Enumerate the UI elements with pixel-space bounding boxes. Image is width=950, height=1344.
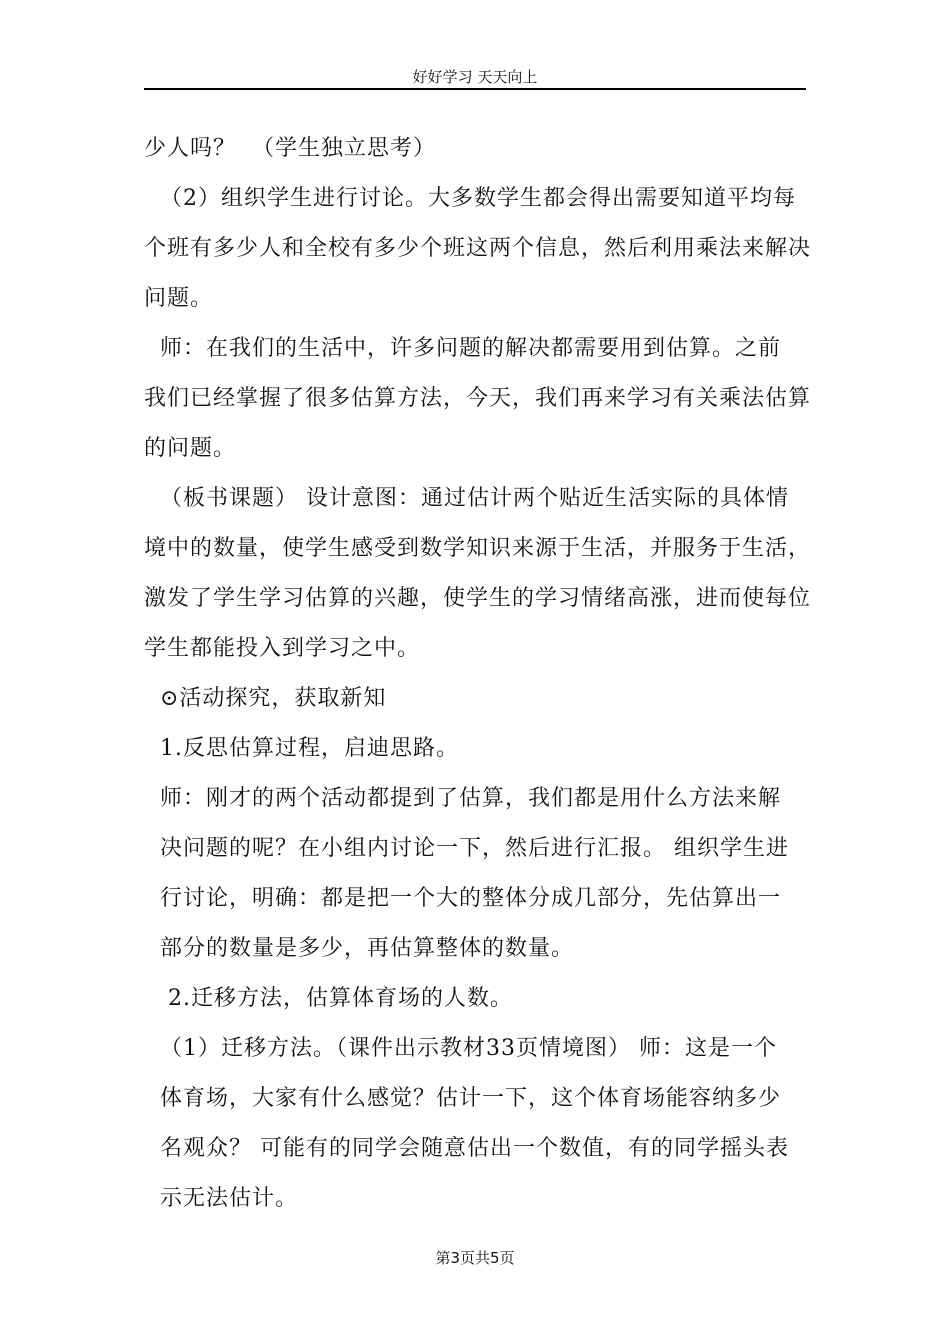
page-number: 第3页共5页 — [435, 1249, 515, 1267]
text-line: 名观众？ 可能有的同学会随意估出一个数值，有的同学摇头表 — [144, 1136, 789, 1161]
text-line: 学生都能投入到学习之中。 — [144, 636, 421, 661]
text-line: 示无法估计。 — [144, 1186, 298, 1211]
text-line: 激发了学生学习估算的兴趣，使学生的学习情绪高涨，进而使每位 — [144, 586, 812, 611]
text-line: 师：在我们的生活中，许多问题的解决都需要用到估算。之前 — [144, 336, 781, 361]
text-line: 的问题。 — [144, 436, 237, 461]
text-line: （2）组织学生进行讨论。大多数学生都会得出需要知道平均每 — [144, 186, 796, 211]
text-line: 境中的数量，使学生感受到数学知识来源于生活，并服务于生活， — [144, 536, 812, 561]
section-heading: ⊙活动探究，获取新知 — [144, 686, 387, 711]
text-line: 行讨论，明确：都是把一个大的整体分成几部分，先估算出一 — [144, 886, 781, 911]
text-line: 决问题的呢？在小组内讨论一下，然后进行汇报。 组织学生进 — [144, 836, 789, 861]
text-line: 2.迁移方法，估算体育场的人数。 — [144, 986, 513, 1011]
text-line: 部分的数量是多少，再估算整体的数量。 — [144, 936, 574, 961]
text-line: 我们已经掌握了很多估算方法，今天，我们再来学习有关乘法估算 — [144, 386, 812, 411]
text-line: 体育场，大家有什么感觉？估计一下，这个体育场能容纳多少 — [144, 1086, 781, 1111]
header-divider — [144, 88, 806, 90]
text-line: 少人吗？ （学生独立思考） — [144, 136, 436, 161]
text-line: （板书课题） 设计意图：通过估计两个贴近生活实际的具体情 — [144, 486, 789, 511]
text-line: 师：刚才的两个活动都提到了估算，我们都是用什么方法来解 — [144, 786, 781, 811]
text-line: 1.反思估算过程，启迪思路。 — [144, 736, 459, 761]
text-line: 个班有多少人和全校有多少个班这两个信息，然后利用乘法来解决 — [144, 236, 812, 261]
page-header: 好好学习 天天向上 — [412, 68, 538, 86]
text-line: （1）迁移方法。（课件出示教材33页情境图） 师：这是一个 — [144, 1036, 777, 1061]
text-line: 问题。 — [144, 286, 214, 311]
document-body — [144, 124, 824, 1224]
